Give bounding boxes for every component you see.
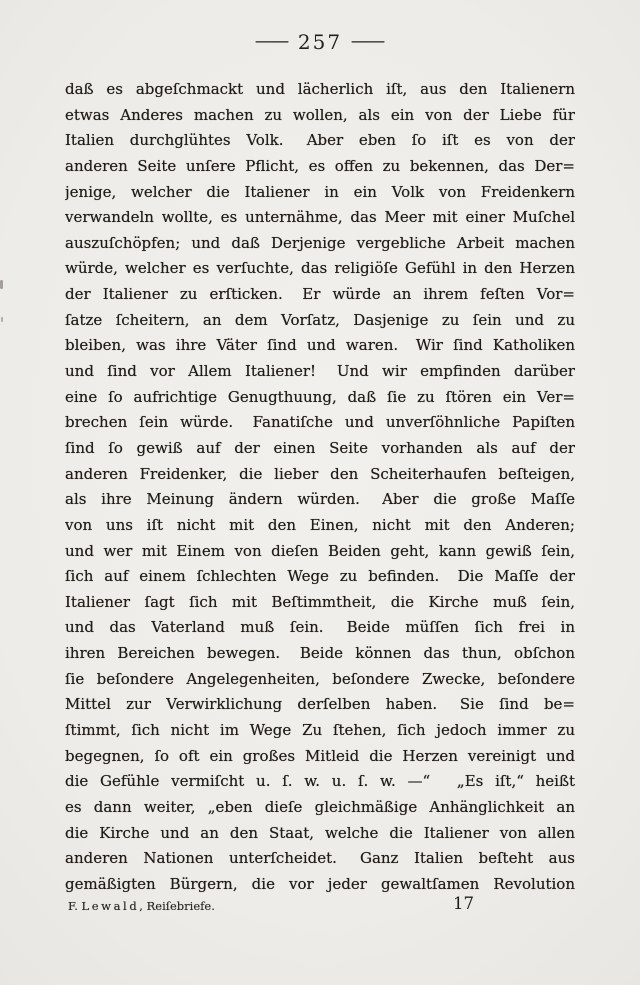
- text-line: daß es abgeſchmackt und lächerlich iſt, aus den Italienern: [65, 80, 575, 98]
- text-line: ſie beſondere Angelegenheiten, beſondere Zwecke, beſondere: [65, 669, 575, 688]
- text-line: Italiener ſagt ſich mit Beſtimmtheit, die Kirche muß ſein,: [65, 592, 575, 611]
- signature-line: [68, 899, 215, 913]
- text-line: eine ſo aufrichtige Genugthuung, daß ſie zu ſtören ein Ver=: [65, 387, 575, 406]
- text-line: und ſind vor Allem Italiener! Und wir empfinden darüber: [65, 362, 575, 381]
- text-line: von uns iſt nicht mit den Einen, nicht mit den Anderen;: [65, 515, 575, 534]
- text-line: verwandeln wollte, es unternähme, das Meer mit einer Muſchel: [65, 208, 575, 227]
- page-number: 257: [297, 30, 343, 54]
- text-line: ſich auf einem ſchlechten Wege zu befinden. Die Maſſe der: [65, 567, 575, 586]
- text-line: anderen Freidenker, die lieber den Scheiterhaufen beſteigen,: [65, 464, 575, 483]
- text-line: die Gefühle vermiſcht u. ſ. w. u. ſ. w. —“ „Es iſt,“ heißt: [65, 772, 575, 791]
- text-line: die Kirche und an den Staat, welche die Italiener von allen: [65, 823, 575, 842]
- text-line: ſtimmt, ſich nicht im Wege Zu ſtehen, ſich jedoch immer zu: [65, 721, 575, 740]
- text-line: brechen ſein würde. Fanatiſche und unverſöhnliche Papiſten: [65, 413, 575, 432]
- text-line: als ihre Meinung ändern würden. Aber die große Maſſe: [65, 490, 575, 509]
- text-line: und wer mit Einem von dieſen Beiden geht, kann gewiß ſein,: [65, 541, 575, 560]
- text-line: würde, welcher es verſuchte, das religiöſe Gefühl in den Herzen: [65, 259, 575, 278]
- text-line: Italien durchglühtes Volk. Aber eben ſo iſt es von der: [65, 131, 575, 150]
- text-line: ihren Bereichen bewegen. Beide können das thun, obſchon: [65, 644, 575, 663]
- text-line: gemäßigten Bürgern, die vor jeder gewaltſamen Revolution: [65, 874, 575, 893]
- text-line: es dann weiter, „eben dieſe gleichmäßige Anhänglichkeit an: [65, 797, 575, 816]
- text-line: Mittel zur Verwirklichung derſelben haben. Sie ſind be=: [65, 695, 575, 714]
- scan-artifact: [0, 280, 3, 289]
- text-line: der Italiener zu erſticken. Er würde an ihrem feſten Vor=: [65, 285, 575, 304]
- text-line: begegnen, ſo oft ein großes Mitleid die Herzen vereinigt und: [65, 746, 575, 765]
- text-line: etwas Anderes machen zu wollen, als ein von der Liebe für: [65, 105, 575, 124]
- scan-artifact: [1, 317, 3, 322]
- text-line: auszuſchöpfen; und daß Derjenige vergebliche Arbeit machen: [65, 233, 575, 252]
- text-line: bleiben, was ihre Väter ſind und waren. Wir ſind Katholiken: [65, 336, 575, 355]
- author-initial: F.: [68, 899, 78, 913]
- text-line: und das Vaterland muß ſein. Beide müſſen ſich frei in: [65, 618, 575, 637]
- header-dash-left: —: [253, 28, 290, 52]
- sheet-number: 17: [453, 894, 474, 913]
- body-text: [65, 77, 575, 898]
- work-title: , Reiſebriefe.: [139, 899, 215, 913]
- page-header: [0, 30, 640, 54]
- text-line: ſatze ſcheitern, an dem Vorſatz, Dasjenige zu ſein und zu: [65, 310, 575, 329]
- header-dash-right: —: [350, 28, 387, 52]
- text-line: anderen Nationen unterſcheidet. Ganz Italien beſteht aus: [65, 849, 575, 868]
- text-line: jenige, welcher die Italiener in ein Volk von Freidenkern: [65, 182, 575, 201]
- text-line: anderen Seite unſere Pflicht, es offen zu bekennen, das Der=: [65, 156, 575, 175]
- author-name: Lewald: [81, 899, 140, 913]
- text-line: ſind ſo gewiß auf der einen Seite vorhanden als auf der: [65, 438, 575, 457]
